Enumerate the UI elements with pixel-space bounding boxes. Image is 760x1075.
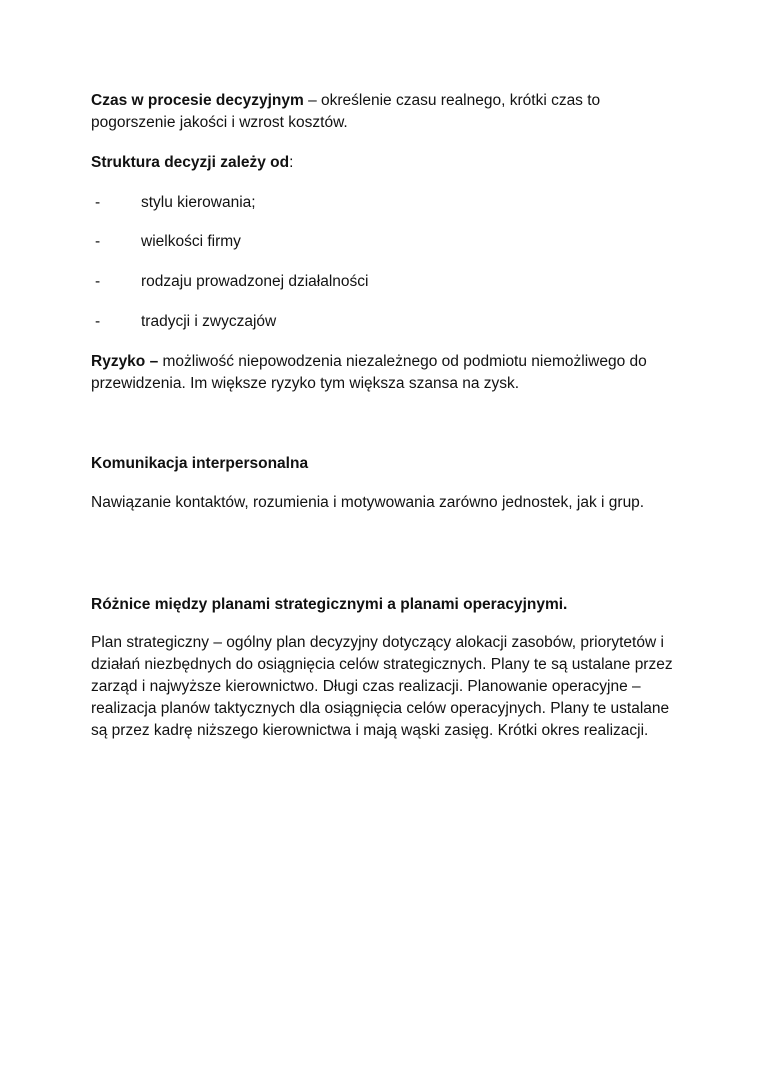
list-bullet: - — [95, 233, 101, 250]
list-item — [91, 231, 681, 253]
czas-definition: – określenie czasu realnego, krótki czas to pogorszenie jakości i wzrost kosztów. — [91, 92, 601, 131]
list-item — [91, 271, 681, 293]
list-item-text: wielkości firmy — [141, 233, 241, 250]
list-item-text: stylu kierowania; — [141, 194, 256, 211]
list-item — [91, 311, 681, 333]
list-item — [91, 192, 681, 214]
struktura-heading: Struktura decyzji zależy od — [91, 154, 290, 171]
struktura-heading-colon: : — [289, 154, 294, 171]
list-bullet: - — [95, 313, 101, 330]
komunikacja-heading: Komunikacja interpersonalna — [91, 455, 309, 472]
ryzyko-term: Ryzyko – — [91, 353, 159, 370]
roznice-heading: Różnice między planami strategicznymi a planami operacyjnymi. — [91, 596, 568, 613]
list-bullet: - — [95, 273, 101, 290]
roznice-body: Plan strategiczny – ogólny plan decyzyjny dotyczący alokacji zasobów, priorytetów i działań niezbędnych do osiągnięcia celów strategicznych. Plany te są ustalane przez zarząd i najwyższe kierownictwo. Długi czas realizacji. Planowanie operacyjne – realizacja planów taktycznych dla osiągnięcia celów operacyjnych. Plany te ustalane są przez kadrę niższego kierownictwa i mają wąski zasięg. Krótki okres realizacji. — [91, 634, 673, 739]
struktura-heading-line — [91, 152, 681, 174]
list-bullet: - — [95, 194, 101, 211]
ryzyko-paragraph — [91, 351, 681, 395]
komunikacja-body: Nawiązanie kontaktów, rozumienia i motywowania zarówno jednostek, jak i grup. — [91, 494, 645, 511]
list-item-text: rodzaju prowadzonej działalności — [141, 273, 369, 290]
ryzyko-definition: możliwość niepowodzenia niezależnego od podmiotu niemożliwego do przewidzenia. Im większe ryzyko tym większa szansa na zysk. — [91, 353, 647, 392]
czas-paragraph — [91, 90, 681, 134]
czas-term: Czas w procesie decyzyjnym — [91, 92, 304, 109]
list-item-text: tradycji i zwyczajów — [141, 313, 277, 330]
